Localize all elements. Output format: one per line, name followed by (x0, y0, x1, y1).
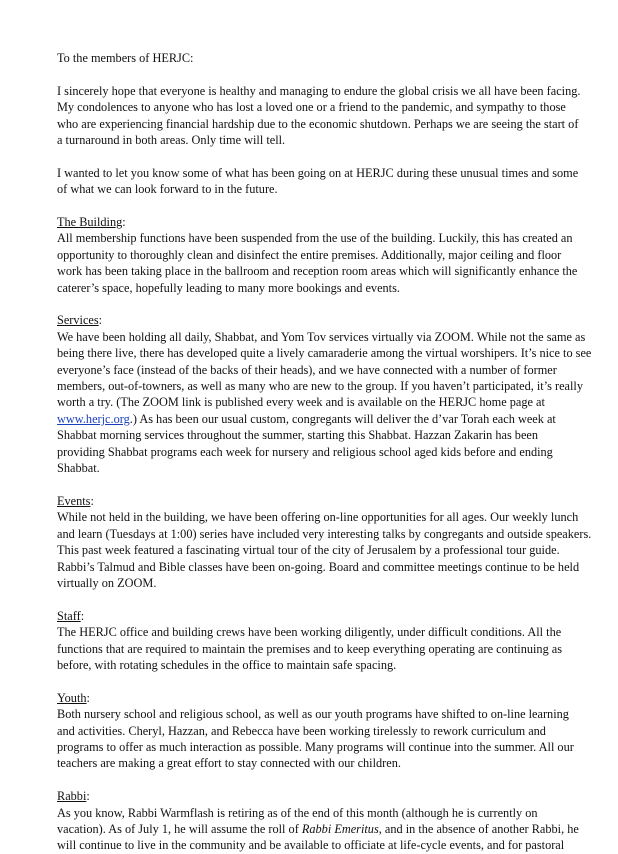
section-heading-services: Services: (57, 313, 103, 328)
lead-line: I wanted to let you know some of what has been going on at HERJC during these unusual times and some (57, 165, 579, 180)
heading-text: Rabbi (57, 789, 87, 804)
building-section (57, 214, 578, 296)
rabbi-line2-after: , and in the absence of another Rabbi, he (378, 821, 579, 836)
building-line: opportunity to thoroughly clean and disinfect the entire premises. Additionally, major ceiling and floor (57, 247, 562, 262)
youth-line: and activities. Cheryl, Hazzan, and Rebecca have been working tirelessly to rework curriculum and (57, 723, 546, 738)
services-link-line (57, 411, 569, 427)
events-line: virtually on ZOOM. (57, 575, 157, 590)
services-section (57, 312, 592, 476)
events-section (57, 493, 592, 591)
services-line: members, out-of-towners, as well as many who are new to the group. If you haven’t participated, it’s really (57, 379, 583, 394)
section-heading-youth: Youth: (57, 690, 90, 705)
staff-line: The HERJC office and building crews have been working diligently, under difficult conditions. All the (57, 625, 562, 640)
rabbi-line2-before: vacation). As of July 1, he will assume the roll of (57, 821, 302, 836)
events-line: and learn (Tuesdays at 1:00) series have included very interesting talks by congregants and outside speakers. (57, 526, 592, 541)
services-line: Shabbat. (57, 461, 100, 476)
services-line: worth a try. (The ZOOM link is published every week and is available on the HERJC home page at (57, 395, 545, 410)
staff-line: functions that are required to maintain the premises and to keep everything operating are continuing as (57, 641, 563, 656)
events-line: While not held in the building, we have been offering on-line opportunities for all ages. Our weekly lunch (57, 510, 579, 525)
services-line: everyone’s face (instead of the backs of their heads), and we have connected with a number of former (57, 362, 557, 377)
intro-line: a turnaround in both areas. Only time will tell. (57, 133, 286, 148)
herjc-website-link[interactable]: www.herjc.org (57, 411, 130, 426)
building-line: work has been taking place in the ballroom and reception room areas which will significantly enhance the (57, 264, 578, 279)
section-heading-rabbi: Rabbi: (57, 789, 90, 804)
staff-line: before, with rotating schedules in the office to maintain safe spacing. (57, 657, 397, 672)
youth-section (57, 690, 574, 772)
heading-text: Youth (57, 690, 87, 705)
staff-section (57, 608, 569, 674)
section-heading-events: Events: (57, 493, 94, 508)
events-line: This past week featured a fascinating virtual tour of the city of Jerusalem by a professional tour guide. (57, 543, 560, 558)
events-line: Rabbi’s Talmud and Bible classes have been on-going. Board and committee meetings continue to be held (57, 559, 580, 574)
services-link-after: .) As has been our usual custom, congregants will deliver the d’var Torah each week at (129, 411, 556, 426)
services-line: providing Shabbat programs each week for nursery and religious school aged kids before and ending (57, 444, 553, 459)
rabbi-line (57, 821, 579, 837)
lead-paragraph (57, 165, 579, 198)
heading-text: Staff (57, 608, 81, 623)
building-line: caterer’s space, hopefully leading to many more bookings and events. (57, 280, 400, 295)
building-line: All membership functions have been suspended from the use of the building. Luckily, this has created an (57, 231, 573, 246)
greeting: To the members of HERJC: (57, 51, 194, 65)
services-line: We have been holding all daily, Shabbat, and Yom Tov services virtually via ZOOM. While not the same as (57, 329, 586, 344)
youth-line: Both nursery school and religious school, as well as our youth programs have shifted to on-line learning (57, 707, 569, 722)
heading-text: Events (57, 493, 91, 508)
youth-line: programs to offer as much interaction as possible. Many programs will continue into the summer. All our (57, 739, 574, 754)
section-heading-staff: Staff: (57, 608, 85, 623)
intro-paragraph (57, 83, 581, 149)
intro-line: I sincerely hope that everyone is healthy and managing to endure the global crisis we all have been facing. (57, 83, 581, 98)
youth-line: teachers are making a great effort to stay connected with our children. (57, 756, 401, 771)
letter-page (57, 50, 592, 854)
lead-line: of what we can look forward to in the future. (57, 182, 278, 197)
intro-line: who are experiencing financial hardship due to the economic shutdown. Perhaps we are seeing the start of (57, 116, 579, 131)
rabbi-line: As you know, Rabbi Warmflash is retiring as of the end of this month (although he is currently on (57, 805, 538, 820)
rabbi-emeritus-title: Rabbi Emeritus (301, 821, 379, 836)
rabbi-section (57, 788, 579, 854)
intro-line: My condolences to anyone who has lost a loved one or a friend to the pandemic, and sympathy to those (57, 100, 566, 115)
heading-text: Services (57, 313, 99, 328)
services-line: being there live, there has developed quite a lively camaraderie among the virtual worshipers. It’s nice to see (57, 346, 592, 361)
heading-text: The Building (57, 215, 123, 230)
rabbi-line: will continue to live in the community and be available to officiate at life-cycle events, and for pastoral (57, 838, 565, 853)
services-line: Shabbat morning services throughout the summer, starting this Shabbat. Hazzan Zakarin has been (57, 428, 539, 443)
section-heading-building: The Building: (57, 215, 126, 230)
